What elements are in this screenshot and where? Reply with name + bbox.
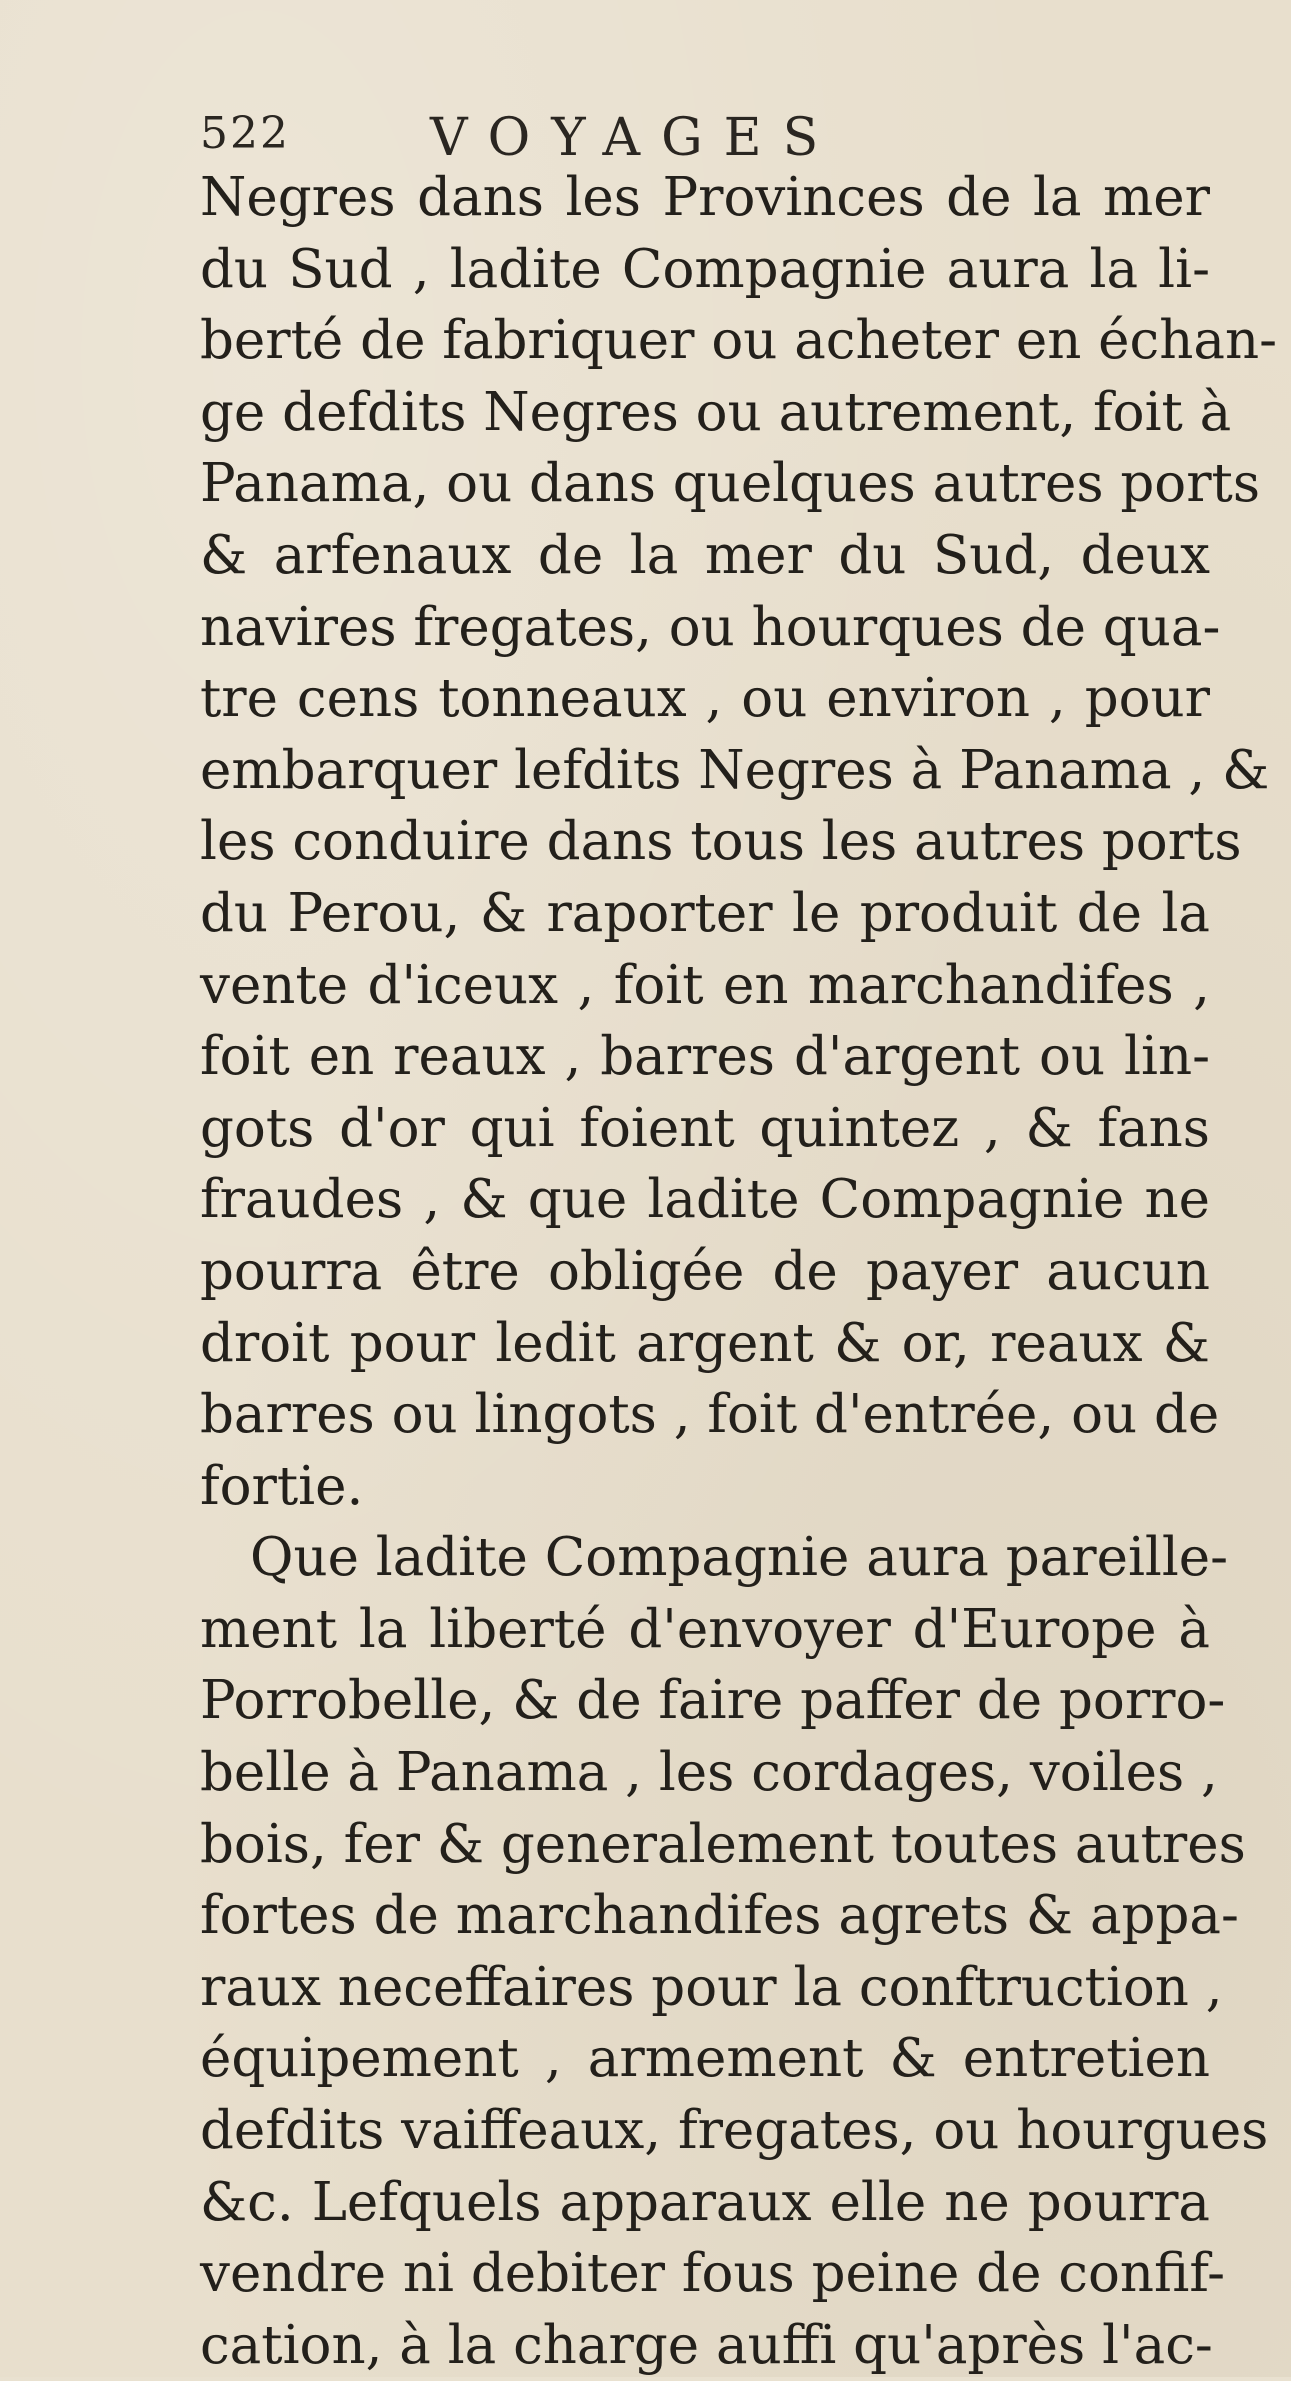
body-text (200, 162, 1278, 2381)
text-line: fortie. (200, 1455, 364, 1517)
text-line: vente d'iceux , foit en marchandifes , (200, 954, 1210, 1016)
text-line: gots d'or qui foient quintez , & fans (200, 1097, 1210, 1159)
text-line: raux neceffaires pour la conftruction , (200, 1956, 1223, 2018)
text-line: embarquer lefdits Negres à Panama , & (200, 739, 1270, 801)
text-line: fraudes , & que ladite Compagnie ne (200, 1169, 1210, 1231)
paragraph (200, 162, 1278, 1522)
text-line: cation, à la charge auffi qu'après l'ac- (200, 2314, 1213, 2376)
text-line: équipement , armement & entretien (200, 2028, 1210, 2090)
text-line: pourra être obligée de payer aucun (200, 1240, 1210, 1302)
text-line: foit en reaux , barres d'argent ou lin- (200, 1026, 1210, 1088)
text-line: barres ou lingots , foit d'entrée, ou de (200, 1384, 1220, 1446)
text-line: Negres dans les Provinces de la mer (200, 167, 1210, 228)
text-line: ge defdits Negres ou autrement, foit à (200, 381, 1232, 443)
text-line: Que ladite Compagnie aura pareille- (250, 1527, 1229, 1589)
text-line: bois, fer & generalement toutes autres (200, 1813, 1246, 1875)
text-line: Panama, ou dans quelques autres ports (200, 453, 1261, 515)
text-line: ment la liberté d'envoyer d'Europe à (200, 1598, 1210, 1660)
text-line: & arfenaux de la mer du Sud, deux (200, 524, 1210, 586)
text-line: &c. Lefquels apparaux elle ne pourra (200, 2171, 1210, 2233)
text-line: defdits vaiffeaux, fregates, ou hourgues (200, 2100, 1269, 2162)
text-line: tre cens tonneaux , ou environ , pour (200, 668, 1210, 730)
text-line: les conduire dans tous les autres ports (200, 811, 1242, 873)
text-line: du Perou, & raporter le produit de la (200, 882, 1210, 944)
text-line: navires fregates, ou hourques de qua- (200, 596, 1221, 658)
text-line: vendre ni debiter fous peine de confif- (200, 2243, 1226, 2305)
paragraph (200, 1522, 1269, 2381)
text-line: belle à Panama , les cordages, voiles , (200, 1742, 1218, 1804)
text-line: berté de fabriquer ou acheter en échan- (200, 310, 1278, 372)
running-title: VOYAGES (430, 108, 840, 168)
page-number: 522 (200, 108, 290, 159)
page-header (200, 108, 1200, 168)
text-line: fortes de marchandifes agrets & appa- (200, 1885, 1239, 1947)
text-line: Porrobelle, & de faire paffer de porro- (200, 1670, 1226, 1732)
text-line: droit pour ledit argent & or, reaux & (200, 1312, 1210, 1374)
text-line: du Sud , ladite Compagnie aura la li- (200, 238, 1210, 300)
